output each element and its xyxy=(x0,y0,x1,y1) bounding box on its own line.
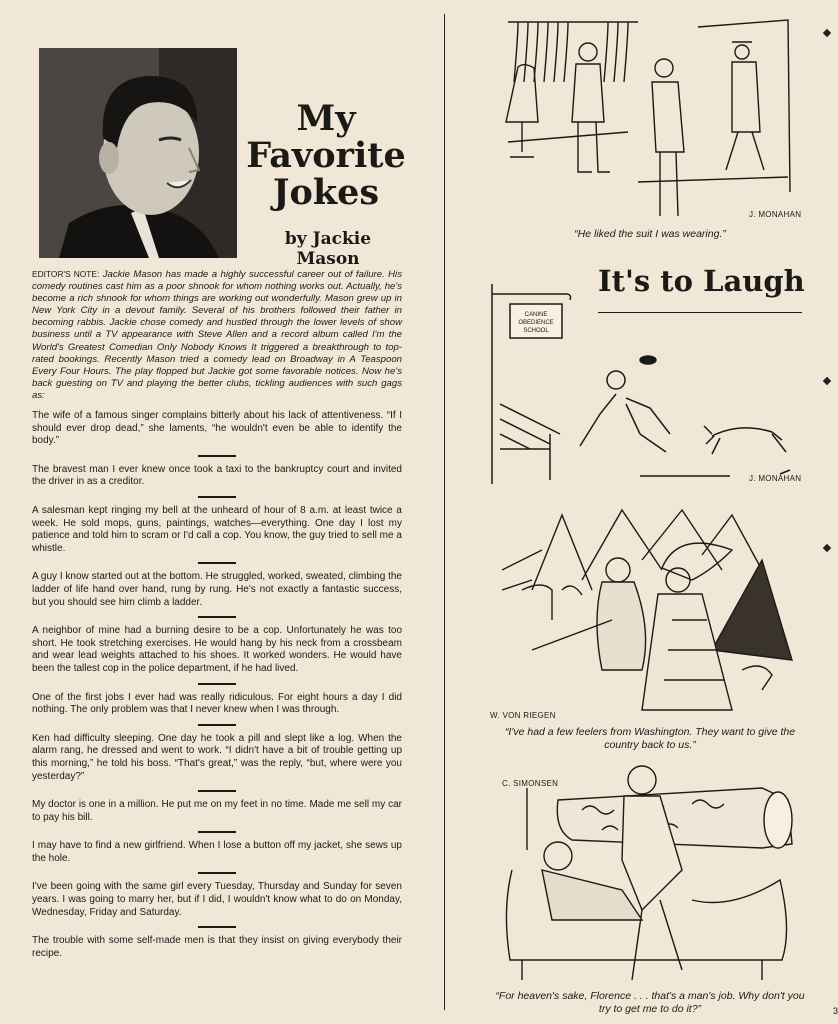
joke-paragraph: A guy I know started out at the bottom. He struggled, worked, sweated, climbing the ladder of life hand over hand, rung by rung. He's not exactly a fantastic success, but you should see him climb a ladder. xyxy=(32,571,402,608)
joke-paragraph: One of the first jobs I ever had was really ridiculous. For eight hours a day I did nothing. The only problem was that I never knew when I was through. xyxy=(32,691,402,716)
joke-paragraph: The trouble with some self-made men is that they insist on giving everybody their recipe. xyxy=(32,935,402,959)
byline: by Jackie Mason xyxy=(284,229,372,269)
cartoon-credit: J. MONAHAN xyxy=(749,210,802,219)
joke-separator xyxy=(198,872,236,874)
cartoon-drawing xyxy=(490,284,810,484)
joke-separator xyxy=(198,496,236,498)
joke-separator xyxy=(198,616,236,618)
cartoon-drawing xyxy=(492,510,812,715)
joke-paragraph: My doctor is one in a million. He put me on my feet in no time. Made me sell my car to pay his bill. xyxy=(32,799,402,823)
page-edge-mark xyxy=(823,377,831,385)
author-photo xyxy=(39,48,237,258)
joke-paragraph: The wife of a famous singer complains bitterly about his lack of attentiveness. “If I should ever drop dead,” she laments, “he wouldn't even be able to identify the body.” xyxy=(32,410,402,447)
article-title xyxy=(238,100,414,211)
sign-line: CANINE xyxy=(524,312,548,318)
editor-note-text: Jackie Mason has made a highly successful career out of failure. His comedy routines cast him as a poor shnook for whom nothing works out. Actually, he's become a rich shnook for whom things are working out wonderfully. Mason grew up in New York City in a devout family. Several of his brothers followed their father in becoming rabbis. Jackie chose comedy and hustled through the lower levels of show business until a TV appearance with Steve Allen and a record album called I'm the World's Greatest Comedian Only Nobody Knows It triggered a breakthrough to top-rated bookings. Recently Mason tried a comedy lead on Broadway in A Teaspoon Every Four Hours. The play flopped but Jackie got some favorable notices. Now he's back guesting on TV and playing the better clubs, tickling audiences with such gags as: xyxy=(32,269,402,401)
page-edge-mark xyxy=(823,29,831,37)
joke-separator xyxy=(198,831,236,833)
joke-paragraph: A neighbor of mine had a burning desire to be a cop. Unfortunately he was too short. He took stretching exercises. He would hang by his neck from a crossbeam and wear lead weights attached to his shoes. It worked wonders. He would have been the tallest cop in the police department, if he had lived. xyxy=(32,625,402,674)
title-line: My xyxy=(296,98,356,139)
column-divider xyxy=(444,14,445,1010)
cartoon-clothing-store xyxy=(488,12,810,212)
cartoon-drawing xyxy=(488,12,810,212)
cartoon-teepees xyxy=(492,510,812,715)
page-edge-mark xyxy=(823,544,831,552)
sign-line: OBEDIENCE xyxy=(518,320,554,326)
cartoon-credit: J. MONAHAN xyxy=(749,474,802,483)
article-body xyxy=(32,268,402,960)
joke-paragraph: A salesman kept ringing my bell at the unheard of hour of 8 a.m. at least twice a week. He sold mops, guns, paintings, watches—everything. One day I lost my patience and told him to scram or I'd call a cop. You know, the guy tried to sell me a whistle. xyxy=(32,505,402,554)
joke-paragraph: I may have to find a new girlfriend. When I lose a button off my jacket, she sews up the hole. xyxy=(32,840,402,864)
cartoon-caption: “For heaven's sake, Florence . . . that's a man's job. Why don't you try to get me to do it?” xyxy=(495,990,805,1015)
joke-separator xyxy=(198,683,236,685)
joke-separator xyxy=(198,562,236,564)
joke-separator xyxy=(198,926,236,928)
title-line: Favorite xyxy=(246,135,406,176)
sign-line: SCHOOL xyxy=(523,328,549,334)
cartoon-rug xyxy=(492,760,802,985)
joke-separator xyxy=(198,790,236,792)
cartoon-credit: W. VON RIEGEN xyxy=(490,711,556,720)
joke-paragraph: I've been going with the same girl every Tuesday, Thursday and Sunday for seven years. I was going to marry her, but if I did, I wouldn't know what to do on Monday, Wednesday, Friday and Saturday. xyxy=(32,881,402,918)
cartoon-credit: C. SIMONSEN xyxy=(502,779,559,788)
page-number: 3 xyxy=(832,1006,838,1016)
joke-separator xyxy=(198,724,236,726)
section-title: It's to Laugh xyxy=(598,264,805,298)
title-line: Jokes xyxy=(272,172,380,213)
cartoon-caption: “I've had a few feelers from Washington. They want to give the country back to us.” xyxy=(504,726,796,751)
portrait-illustration xyxy=(39,48,237,258)
cartoon-drawing xyxy=(492,760,802,985)
cartoon-caption: “He liked the suit I was wearing.” xyxy=(574,228,726,240)
joke-paragraph: Ken had difficulty sleeping. One day he took a pill and slept like a log. When the alarm rang, he dressed and went to work. “I didn't have a bit of trouble getting up this morning,” he told his boss. “That's great,” was the reply, “but, where were you yesterday?” xyxy=(32,732,402,782)
cartoon-obedience-school xyxy=(490,284,810,484)
editor-note xyxy=(32,268,402,402)
joke-paragraph: The bravest man I ever knew once took a taxi to the bankruptcy court and invited the driver in as a creditor. xyxy=(32,463,402,488)
joke-separator xyxy=(198,455,236,457)
editor-note-label: EDITOR'S NOTE: xyxy=(32,269,100,279)
